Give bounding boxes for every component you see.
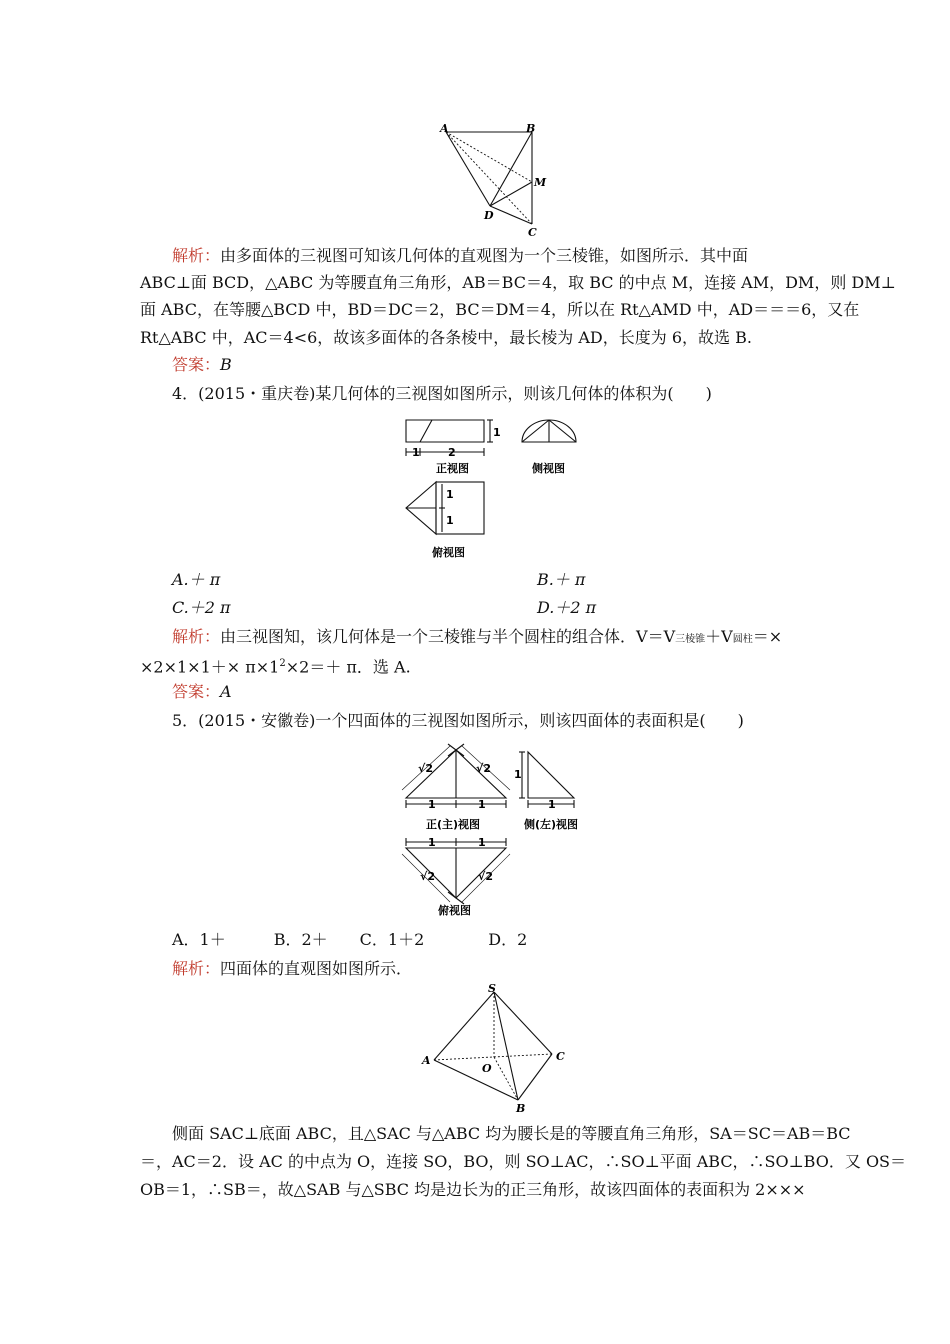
vertex-b-label: B <box>516 1102 526 1115</box>
option-b: B.＋ π <box>537 570 586 589</box>
solution-3-line-3: 面 ABC，在等腰△BCD 中，BD＝DC＝2，BC＝DM＝4，所以在 Rt△AMD 中，AD＝＝＝6，又在 <box>140 300 860 319</box>
solution-3-line-4: Rt△ABC 中，AC＝4<6，故该多面体的各条棱中，最长棱为 AD，长度为 6，故选 B. <box>140 328 752 347</box>
solution-text: 由多面体的三视图可知该几何体的直观图为一个三棱锥，如图所示．其中面 <box>220 246 749 265</box>
answer-3-line <box>172 354 852 376</box>
top-dim-1: 1 <box>446 488 454 501</box>
three-view-figure-q5 <box>398 742 598 922</box>
solution-4-line-2 <box>140 653 820 678</box>
dim-height: 1 <box>493 426 501 439</box>
question-5-stem: 5．(2015・安徽卷)一个四面体的三视图如图所示，则该四面体的表面积是( ) <box>172 711 744 730</box>
solution-text: 四面体的直观图如图所示． <box>220 959 413 978</box>
solution-text: ＋V <box>705 627 733 646</box>
side-view-caption: 侧视图 <box>532 462 565 475</box>
vertex-a-label: A <box>422 1054 431 1067</box>
subscript: 圆柱 <box>732 634 753 645</box>
top-view-caption: 俯视图 <box>432 546 465 559</box>
answer-label: 答案： <box>172 682 221 701</box>
top-one-right: 1 <box>478 836 486 849</box>
vertex-b-label: B <box>526 122 536 135</box>
answer-value: A <box>220 682 232 701</box>
vertex-c-label: C <box>556 1050 565 1063</box>
answer-value: B <box>220 355 232 374</box>
point-o-label: O <box>482 1062 492 1075</box>
solution-label: 解析： <box>172 627 221 646</box>
answer-label: 答案： <box>172 355 221 374</box>
question-4-stem: 4．(2015・重庆卷)某几何体的三视图如图所示，则该几何体的体积为( ) <box>172 384 712 403</box>
top-dim-2: 1 <box>446 514 454 527</box>
solution-text: ＝× <box>752 627 783 646</box>
solution-3-line-1 <box>172 245 852 267</box>
subscript: 三棱锥 <box>675 634 706 645</box>
top-sqrt2-left: √2 <box>420 870 435 883</box>
side-view-caption: 侧(左)视图 <box>524 818 579 831</box>
top-one-left: 1 <box>428 836 436 849</box>
question-5-options: A．1＋ B．2＋ C．1＋2 D．2 <box>172 930 528 949</box>
solution-text: ×2＝＋ π．选 A. <box>285 657 411 677</box>
solution-4-line-1 <box>172 626 852 651</box>
vertex-c-label: C <box>528 226 537 239</box>
solution-5-intro <box>172 958 852 980</box>
solution-label: 解析： <box>172 246 221 265</box>
option-a: A.＋ π <box>172 570 221 589</box>
solution-3-line-2: ABC⊥面 BCD，△ABC 为等腰直角三角形，AB＝BC＝4，取 BC 的中点 M，连接 AM，DM，则 DM⊥ <box>140 273 896 292</box>
front-view-caption: 正视图 <box>436 462 469 475</box>
superscript: 2 <box>279 658 286 669</box>
tetrahedron-figure <box>418 984 578 1114</box>
vertex-s-label: S <box>488 982 496 995</box>
front-view-caption: 正(主)视图 <box>426 818 481 831</box>
three-view-figure-q4 <box>396 412 596 562</box>
option-c: C.＋2 π <box>172 598 231 617</box>
vertex-d-label: D <box>484 209 494 222</box>
solution-text: 由三视图知，该几何体是一个三棱锥与半个圆柱的组合体．V＝V <box>220 627 676 646</box>
front-one-right: 1 <box>478 798 486 811</box>
dim-2: 2 <box>448 446 456 459</box>
vertex-a-label: A <box>440 122 449 135</box>
front-one-left: 1 <box>428 798 436 811</box>
option-d: D.＋2 π <box>537 598 597 617</box>
side-one-height: 1 <box>514 768 522 781</box>
top-view-caption: 俯视图 <box>438 904 471 917</box>
dim-1: 1 <box>412 446 420 459</box>
side-one-base: 1 <box>548 798 556 811</box>
pyramid-figure-1 <box>430 120 560 245</box>
solution-5-line-3: OB＝1，∴SB＝，故△SAB 与△SBC 均是边长为的正三角形，故该四面体的表面积为 2××× <box>140 1180 806 1199</box>
solution-label: 解析： <box>172 959 221 978</box>
solution-5-line-1: 侧面 SAC⊥底面 ABC，且△SAC 与△ABC 均为腰长是的等腰直角三角形，SA＝SC＝AB＝BC <box>172 1124 851 1143</box>
answer-4-line <box>172 681 852 703</box>
solution-text: ×2×1×1＋× π×1 <box>140 657 280 677</box>
solution-5-line-2: ＝，AC＝2．设 AC 的中点为 O，连接 SO，BO，则 SO⊥AC，∴SO⊥平面 ABC，∴SO⊥BO．又 OS＝ <box>140 1152 907 1171</box>
top-sqrt2-right: √2 <box>478 870 493 883</box>
front-sqrt2-left: √2 <box>418 762 433 775</box>
front-sqrt2-right: √2 <box>476 762 491 775</box>
vertex-m-label: M <box>534 176 547 189</box>
